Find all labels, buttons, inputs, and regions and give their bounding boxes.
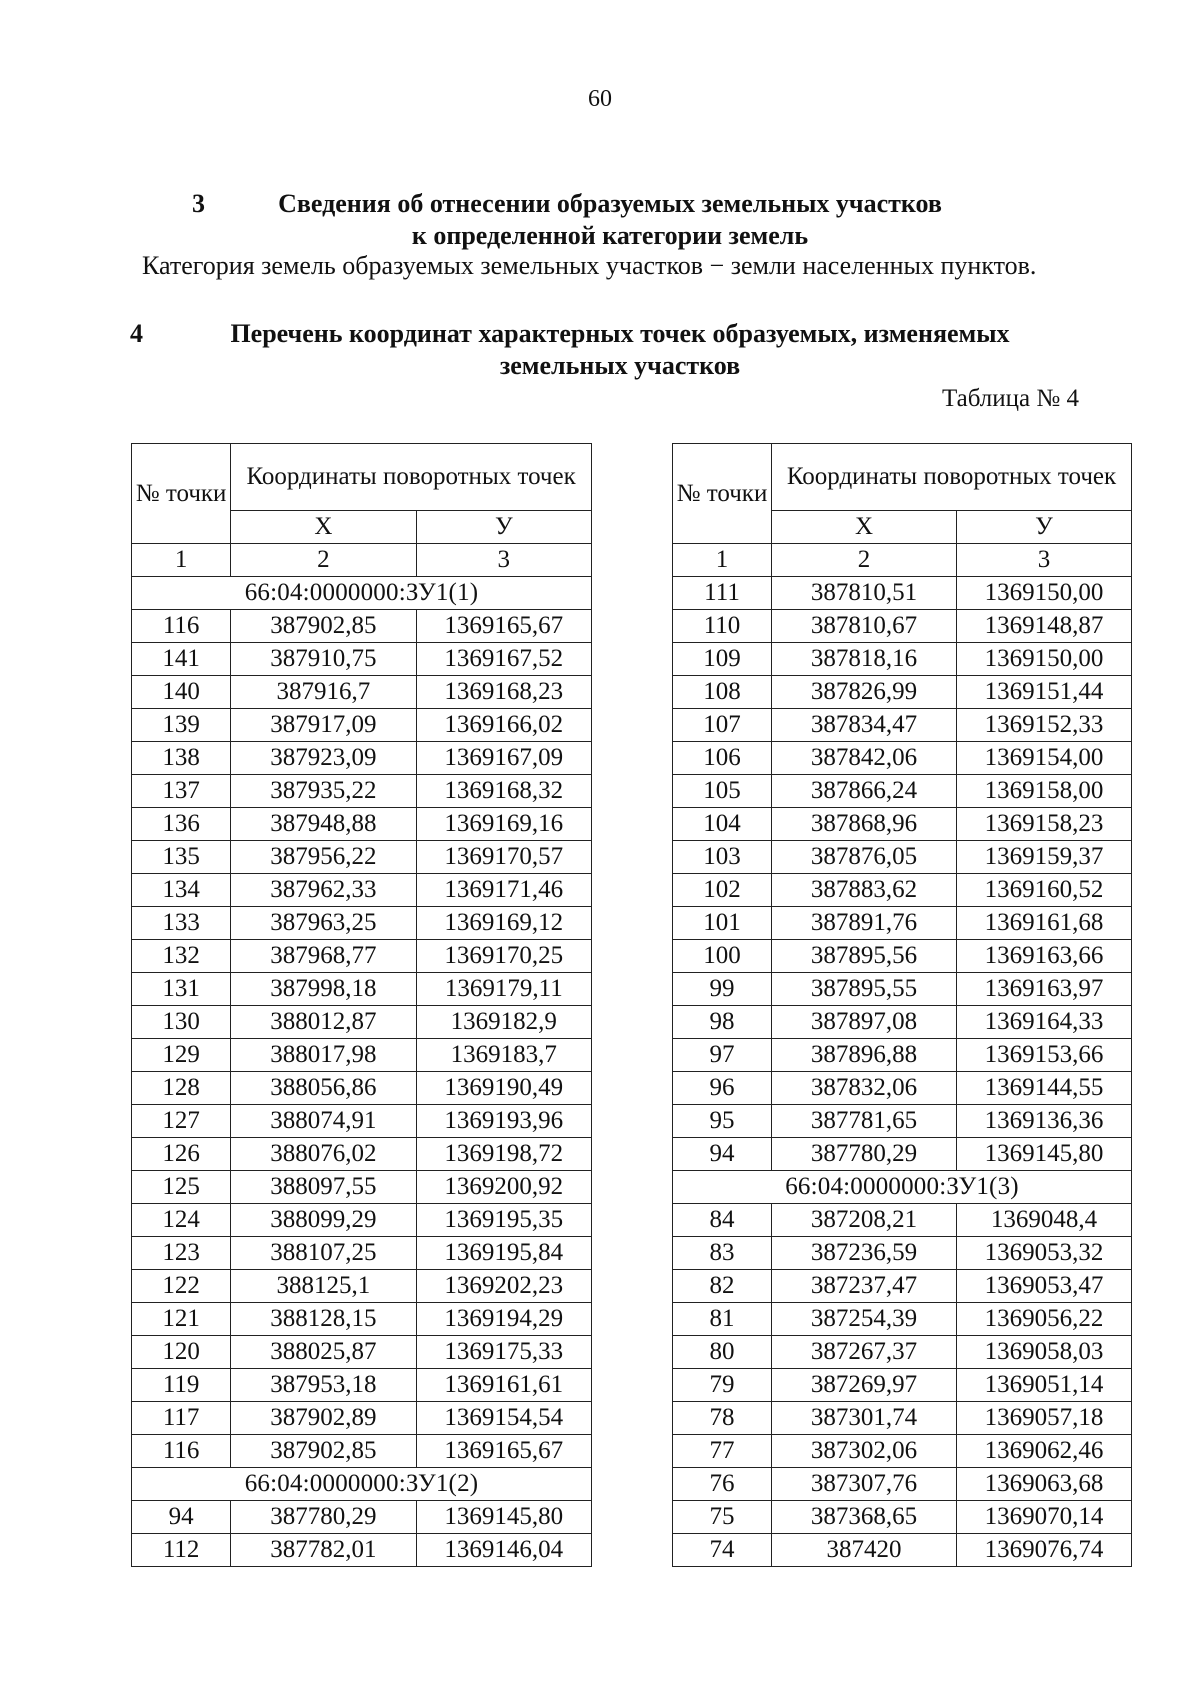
y-coordinate-cell: 1369158,23 [957,808,1132,841]
point-number-cell: 94 [132,1501,231,1534]
y-coordinate-cell: 1369057,18 [957,1402,1132,1435]
x-coordinate-cell: 387237,47 [772,1270,957,1303]
point-number-cell: 98 [673,1006,772,1039]
point-number-cell: 133 [132,907,231,940]
x-coordinate-cell: 388074,91 [231,1105,416,1138]
table-row [132,1435,592,1468]
point-number-cell: 123 [132,1237,231,1270]
table-row [673,907,1132,940]
point-number-cell: 84 [673,1204,772,1237]
table-label: Таблица № 4 [941,385,1079,412]
point-number-cell: 106 [673,742,772,775]
y-coordinate-cell: 1369153,66 [957,1039,1132,1072]
header-coordinates: Координаты поворотных точек [231,444,592,511]
point-number-cell: 130 [132,1006,231,1039]
x-coordinate-cell: 388099,29 [231,1204,416,1237]
x-coordinate-cell: 387902,89 [231,1402,416,1435]
point-number-cell: 109 [673,643,772,676]
x-coordinate-cell: 387269,97 [772,1369,957,1402]
y-coordinate-cell: 1369159,37 [957,841,1132,874]
table-row [673,1402,1132,1435]
point-number-cell: 119 [132,1369,231,1402]
point-number-cell: 139 [132,709,231,742]
parcel-id: 66:04:0000000:ЗУ1(2) [132,1468,592,1501]
header-x: Х [772,511,957,544]
section-3-title-line1: Сведения об отнесении образуемых земельных участков [278,189,942,218]
point-number-cell: 112 [132,1534,231,1567]
y-coordinate-cell: 1369169,16 [416,808,591,841]
table-row [132,1270,592,1303]
point-number-cell: 134 [132,874,231,907]
table-row [132,841,592,874]
table-row [132,1006,592,1039]
x-coordinate-cell: 388017,98 [231,1039,416,1072]
x-coordinate-cell: 387883,62 [772,874,957,907]
table-row [673,1501,1132,1534]
table-row [673,1435,1132,1468]
point-number-cell: 75 [673,1501,772,1534]
table-row [673,1237,1132,1270]
table-row [132,1105,592,1138]
x-coordinate-cell: 387895,55 [772,973,957,1006]
x-coordinate-cell: 387895,56 [772,940,957,973]
y-coordinate-cell: 1369198,72 [416,1138,591,1171]
table-row [132,1501,592,1534]
y-coordinate-cell: 1369145,80 [957,1138,1132,1171]
section-4-heading [120,318,1080,382]
table-row [132,940,592,973]
section-4-number: 4 [130,319,143,348]
y-coordinate-cell: 1369168,32 [416,775,591,808]
table-row [673,1006,1132,1039]
y-coordinate-cell: 1369202,23 [416,1270,591,1303]
section-4-title-line2: земельных участков [499,351,741,380]
y-coordinate-cell: 1369146,04 [416,1534,591,1567]
table-row [132,775,592,808]
table-row [132,1204,592,1237]
x-coordinate-cell: 387868,96 [772,808,957,841]
header-point-number: № точки [132,444,231,544]
y-coordinate-cell: 1369154,54 [416,1402,591,1435]
point-number-cell: 116 [132,1435,231,1468]
point-number-cell: 96 [673,1072,772,1105]
y-coordinate-cell: 1369056,22 [957,1303,1132,1336]
point-number-cell: 136 [132,808,231,841]
point-number-cell: 79 [673,1369,772,1402]
header-col-1: 1 [673,544,772,577]
point-number-cell: 103 [673,841,772,874]
table-row [132,973,592,1006]
table-row [132,676,592,709]
y-coordinate-cell: 1369164,33 [957,1006,1132,1039]
x-coordinate-cell: 388097,55 [231,1171,416,1204]
x-coordinate-cell: 387948,88 [231,808,416,841]
table-row [132,643,592,676]
point-number-cell: 78 [673,1402,772,1435]
y-coordinate-cell: 1369076,74 [957,1534,1132,1567]
point-number-cell: 97 [673,1039,772,1072]
y-coordinate-cell: 1369167,09 [416,742,591,775]
point-number-cell: 121 [132,1303,231,1336]
point-number-cell: 120 [132,1336,231,1369]
point-number-cell: 124 [132,1204,231,1237]
table-row [132,1039,592,1072]
section-3-paragraph: Категория земель образуемых земельных участков − земли населенных пунктов. [142,251,1037,280]
point-number-cell: 140 [132,676,231,709]
y-coordinate-cell: 1369053,32 [957,1237,1132,1270]
y-coordinate-cell: 1369150,00 [957,643,1132,676]
y-coordinate-cell: 1369053,47 [957,1270,1132,1303]
parcel-id: 66:04:0000000:ЗУ1(3) [673,1171,1132,1204]
section-3-title-line2: к определенной категории земель [411,221,809,250]
parcel-group-row [132,1468,592,1501]
table-row [132,1534,592,1567]
table-row [673,940,1132,973]
y-coordinate-cell: 1369163,97 [957,973,1132,1006]
x-coordinate-cell: 387782,01 [231,1534,416,1567]
x-coordinate-cell: 387902,85 [231,610,416,643]
parcel-id: 66:04:0000000:ЗУ1(1) [132,577,592,610]
point-number-cell: 100 [673,940,772,973]
table-row [132,808,592,841]
y-coordinate-cell: 1369161,61 [416,1369,591,1402]
header-col-2: 2 [772,544,957,577]
y-coordinate-cell: 1369194,29 [416,1303,591,1336]
table-row [673,709,1132,742]
table-row [673,973,1132,1006]
x-coordinate-cell: 387302,06 [772,1435,957,1468]
parcel-group-row [132,577,592,610]
table-row [132,874,592,907]
table-row [673,742,1132,775]
section-3-heading [120,188,1080,252]
x-coordinate-cell: 387810,67 [772,610,957,643]
table-row [132,1171,592,1204]
table-row [673,1138,1132,1171]
header-point-number: № точки [673,444,772,544]
point-number-cell: 108 [673,676,772,709]
section-3-number: 3 [192,189,205,218]
point-number-cell: 125 [132,1171,231,1204]
point-number-cell: 77 [673,1435,772,1468]
table-row [673,1204,1132,1237]
point-number-cell: 137 [132,775,231,808]
table-row [673,1369,1132,1402]
y-coordinate-cell: 1369150,00 [957,577,1132,610]
point-number-cell: 128 [132,1072,231,1105]
x-coordinate-cell: 388125,1 [231,1270,416,1303]
x-coordinate-cell: 387254,39 [772,1303,957,1336]
x-coordinate-cell: 387420 [772,1534,957,1567]
table-row [673,874,1132,907]
y-coordinate-cell: 1369048,4 [957,1204,1132,1237]
y-coordinate-cell: 1369167,52 [416,643,591,676]
x-coordinate-cell: 387826,99 [772,676,957,709]
x-coordinate-cell: 387953,18 [231,1369,416,1402]
table-row [673,610,1132,643]
y-coordinate-cell: 1369158,00 [957,775,1132,808]
y-coordinate-cell: 1369179,11 [416,973,591,1006]
y-coordinate-cell: 1369170,25 [416,940,591,973]
x-coordinate-cell: 387267,37 [772,1336,957,1369]
x-coordinate-cell: 387236,59 [772,1237,957,1270]
point-number-cell: 135 [132,841,231,874]
x-coordinate-cell: 387866,24 [772,775,957,808]
y-coordinate-cell: 1369136,36 [957,1105,1132,1138]
table-row [673,1072,1132,1105]
point-number-cell: 111 [673,577,772,610]
point-number-cell: 116 [132,610,231,643]
x-coordinate-cell: 387781,65 [772,1105,957,1138]
section-4-title-line1: Перечень координат характерных точек образуемых, изменяемых [230,319,1010,348]
point-number-cell: 138 [132,742,231,775]
x-coordinate-cell: 388056,86 [231,1072,416,1105]
point-number-cell: 107 [673,709,772,742]
x-coordinate-cell: 388107,25 [231,1237,416,1270]
table-row [132,1336,592,1369]
x-coordinate-cell: 387842,06 [772,742,957,775]
x-coordinate-cell: 387834,47 [772,709,957,742]
point-number-cell: 104 [673,808,772,841]
x-coordinate-cell: 387780,29 [772,1138,957,1171]
coordinates-table-right [672,443,1132,1567]
x-coordinate-cell: 387368,65 [772,1501,957,1534]
header-coordinates: Координаты поворотных точек [772,444,1132,511]
point-number-cell: 141 [132,643,231,676]
table-row [132,1072,592,1105]
x-coordinate-cell: 387902,85 [231,1435,416,1468]
point-number-cell: 99 [673,973,772,1006]
x-coordinate-cell: 387832,06 [772,1072,957,1105]
x-coordinate-cell: 387208,21 [772,1204,957,1237]
y-coordinate-cell: 1369151,44 [957,676,1132,709]
x-coordinate-cell: 387910,75 [231,643,416,676]
table-row [673,775,1132,808]
table-row [673,577,1132,610]
point-number-cell: 126 [132,1138,231,1171]
header-col-3: 3 [416,544,591,577]
point-number-cell: 117 [132,1402,231,1435]
table-row [132,1303,592,1336]
x-coordinate-cell: 387810,51 [772,577,957,610]
y-coordinate-cell: 1369148,87 [957,610,1132,643]
point-number-cell: 132 [132,940,231,973]
y-coordinate-cell: 1369182,9 [416,1006,591,1039]
y-coordinate-cell: 1369200,92 [416,1171,591,1204]
point-number-cell: 101 [673,907,772,940]
point-number-cell: 95 [673,1105,772,1138]
table-row [673,808,1132,841]
y-coordinate-cell: 1369154,00 [957,742,1132,775]
x-coordinate-cell: 387963,25 [231,907,416,940]
table-row [132,1369,592,1402]
header-y: У [957,511,1132,544]
table-row [132,1237,592,1270]
y-coordinate-cell: 1369193,96 [416,1105,591,1138]
x-coordinate-cell: 387998,18 [231,973,416,1006]
y-coordinate-cell: 1369144,55 [957,1072,1132,1105]
x-coordinate-cell: 387876,05 [772,841,957,874]
table-row [673,676,1132,709]
y-coordinate-cell: 1369161,68 [957,907,1132,940]
y-coordinate-cell: 1369165,67 [416,1435,591,1468]
x-coordinate-cell: 387956,22 [231,841,416,874]
y-coordinate-cell: 1369165,67 [416,610,591,643]
y-coordinate-cell: 1369171,46 [416,874,591,907]
x-coordinate-cell: 388012,87 [231,1006,416,1039]
x-coordinate-cell: 387897,08 [772,1006,957,1039]
point-number-cell: 82 [673,1270,772,1303]
y-coordinate-cell: 1369169,12 [416,907,591,940]
table-row [132,1402,592,1435]
x-coordinate-cell: 387818,16 [772,643,957,676]
y-coordinate-cell: 1369195,84 [416,1237,591,1270]
coordinates-table-left [131,443,592,1567]
point-number-cell: 83 [673,1237,772,1270]
point-number-cell: 102 [673,874,772,907]
point-number-cell: 127 [132,1105,231,1138]
point-number-cell: 81 [673,1303,772,1336]
table-row [673,1303,1132,1336]
x-coordinate-cell: 387935,22 [231,775,416,808]
x-coordinate-cell: 388025,87 [231,1336,416,1369]
table-row [132,709,592,742]
x-coordinate-cell: 387307,76 [772,1468,957,1501]
x-coordinate-cell: 387916,7 [231,676,416,709]
header-y: У [416,511,591,544]
point-number-cell: 129 [132,1039,231,1072]
y-coordinate-cell: 1369168,23 [416,676,591,709]
point-number-cell: 122 [132,1270,231,1303]
y-coordinate-cell: 1369183,7 [416,1039,591,1072]
parcel-group-row [673,1171,1132,1204]
table-row [673,1270,1132,1303]
point-number-cell: 94 [673,1138,772,1171]
y-coordinate-cell: 1369145,80 [416,1501,591,1534]
point-number-cell: 110 [673,610,772,643]
y-coordinate-cell: 1369160,52 [957,874,1132,907]
y-coordinate-cell: 1369070,14 [957,1501,1132,1534]
y-coordinate-cell: 1369163,66 [957,940,1132,973]
x-coordinate-cell: 387917,09 [231,709,416,742]
x-coordinate-cell: 388128,15 [231,1303,416,1336]
y-coordinate-cell: 1369051,14 [957,1369,1132,1402]
header-x: Х [231,511,416,544]
x-coordinate-cell: 387968,77 [231,940,416,973]
x-coordinate-cell: 387301,74 [772,1402,957,1435]
table-row [673,643,1132,676]
x-coordinate-cell: 387891,76 [772,907,957,940]
table-row [673,841,1132,874]
y-coordinate-cell: 1369166,02 [416,709,591,742]
table-row [132,610,592,643]
table-row [673,1534,1132,1567]
y-coordinate-cell: 1369195,35 [416,1204,591,1237]
x-coordinate-cell: 387896,88 [772,1039,957,1072]
point-number-cell: 74 [673,1534,772,1567]
y-coordinate-cell: 1369175,33 [416,1336,591,1369]
y-coordinate-cell: 1369063,68 [957,1468,1132,1501]
table-row [673,1039,1132,1072]
y-coordinate-cell: 1369170,57 [416,841,591,874]
x-coordinate-cell: 387780,29 [231,1501,416,1534]
x-coordinate-cell: 388076,02 [231,1138,416,1171]
table-row [132,742,592,775]
x-coordinate-cell: 387962,33 [231,874,416,907]
header-col-3: 3 [957,544,1132,577]
table-row [673,1468,1132,1501]
point-number-cell: 80 [673,1336,772,1369]
y-coordinate-cell: 1369190,49 [416,1072,591,1105]
point-number-cell: 131 [132,973,231,1006]
y-coordinate-cell: 1369152,33 [957,709,1132,742]
header-col-2: 2 [231,544,416,577]
table-row [673,1336,1132,1369]
point-number-cell: 105 [673,775,772,808]
table-row [673,1105,1132,1138]
page-number: 60 [588,86,612,112]
x-coordinate-cell: 387923,09 [231,742,416,775]
y-coordinate-cell: 1369062,46 [957,1435,1132,1468]
table-row [132,1138,592,1171]
table-row [132,907,592,940]
point-number-cell: 76 [673,1468,772,1501]
y-coordinate-cell: 1369058,03 [957,1336,1132,1369]
header-col-1: 1 [132,544,231,577]
